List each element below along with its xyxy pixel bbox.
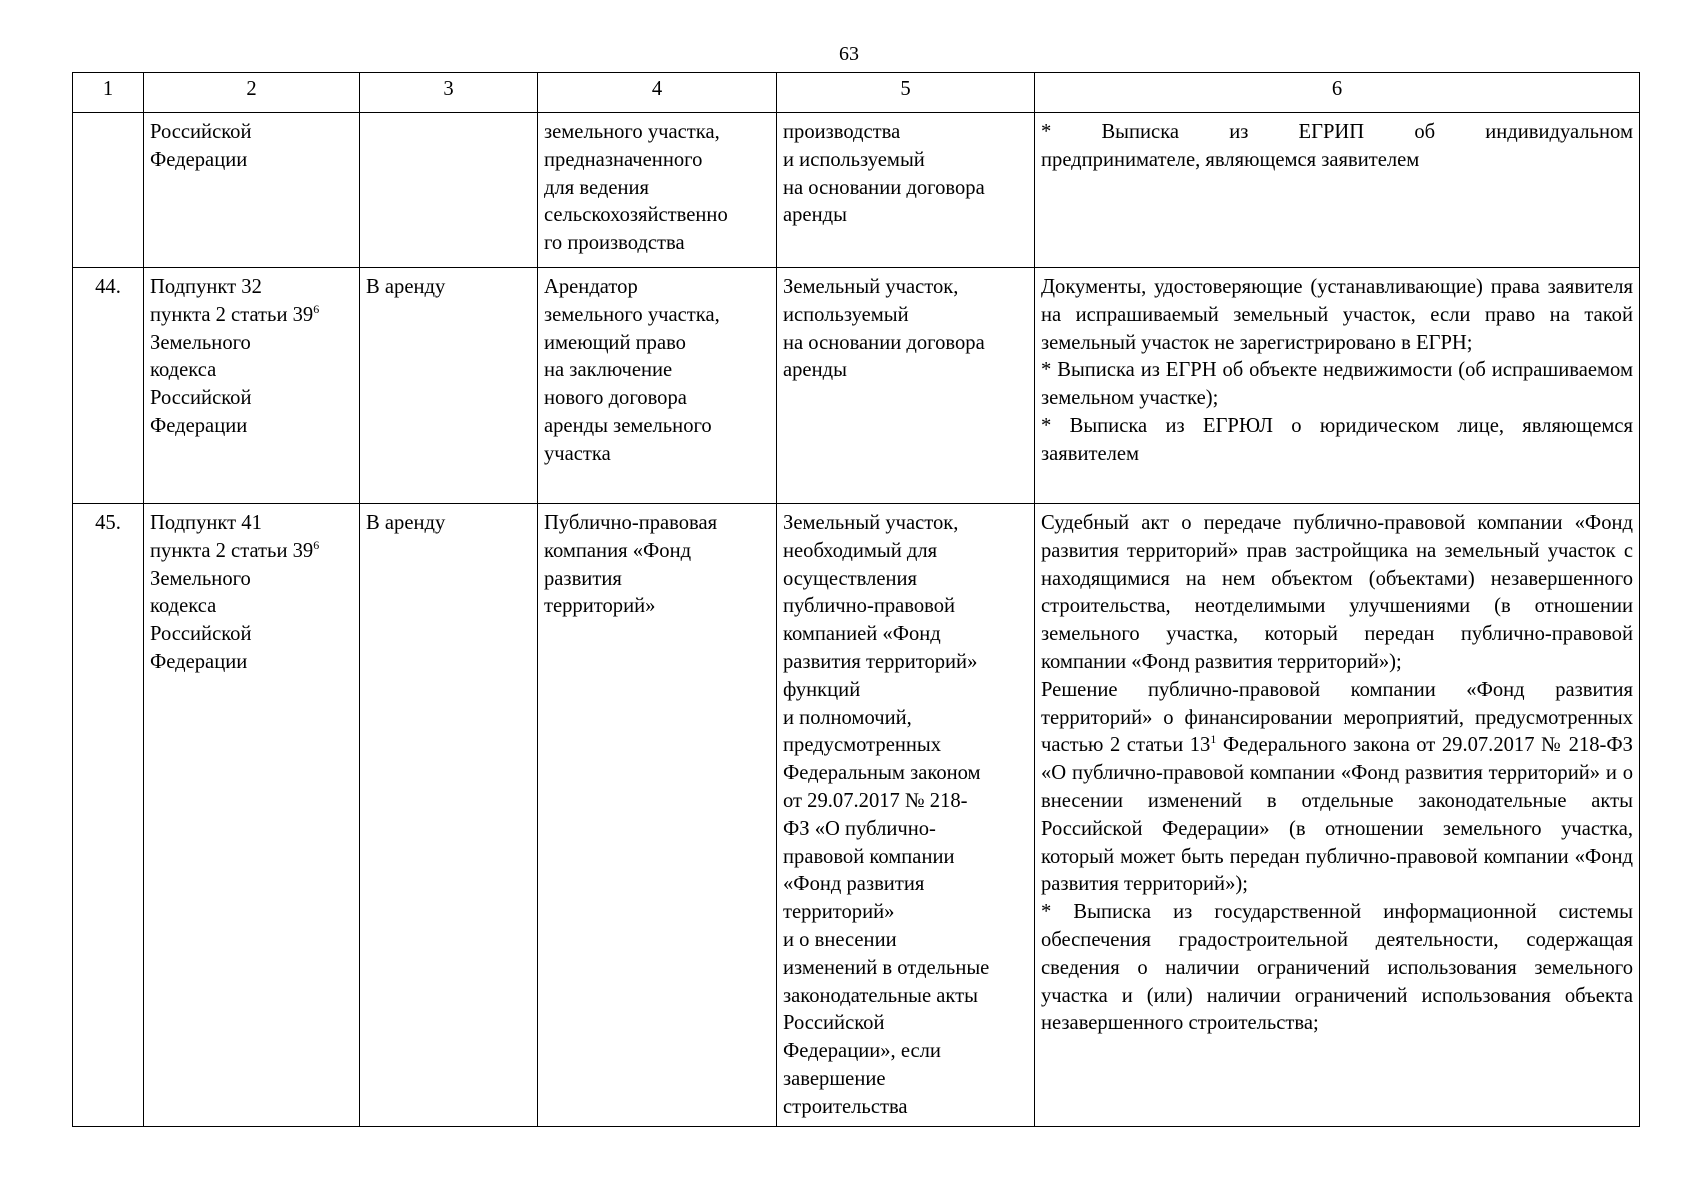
document-item: Документы, удостоверяющие (устанавливающие) права заявителя на испрашиваемый земельный участок, если право на такой земельный участок не зарегистрировано в ЕГРН; bbox=[1041, 276, 1633, 354]
provision-type: В аренду bbox=[360, 268, 538, 504]
land-plot: Земельный участок, используемый на основании договора аренды bbox=[777, 268, 1035, 504]
column-header-5: 5 bbox=[777, 73, 1035, 113]
document-item: * Выписка из ЕГРН об объекте недвижимости (об испрашиваемом земельном участке); bbox=[1041, 359, 1633, 410]
required-documents bbox=[1035, 268, 1640, 504]
document-text: Федерального закона от 29.07.2017 № 218-ФЗ «О публично-правовой компании «Фонд развития территорий» и о внесении изменений в отдельные законодательные акты Российской Федерации» (в отношении земельного участка, который может быть передан публично-правовой компании «Фонд развития территорий»); bbox=[1041, 734, 1633, 896]
row-number: 44. bbox=[73, 268, 144, 504]
legal-basis-text: Подпункт 32 пункта 2 статьи 39 bbox=[150, 276, 314, 326]
row-number: 45. bbox=[73, 504, 144, 1127]
legal-basis bbox=[144, 113, 360, 268]
legal-basis-tail: Земельного кодекса Российской Федерации bbox=[150, 331, 252, 437]
document-item: * Выписка из государственной информационной системы обеспечения градостроительной деятельности, содержащая сведения о наличии ограничений использования земельного участка и (или) наличии ограничений использования объекта незавершенного строительства; bbox=[1041, 901, 1633, 1035]
column-header-2: 2 bbox=[144, 73, 360, 113]
provision-type bbox=[360, 113, 538, 268]
applicant: земельного участка, предназначенного для ведения сельскохозяйственно го производства bbox=[538, 113, 777, 268]
legal-basis bbox=[144, 268, 360, 504]
table-row bbox=[73, 113, 1640, 268]
row-number bbox=[73, 113, 144, 268]
document-item: * Выписка из ЕГРЮЛ о юридическом лице, являющемся заявителем bbox=[1041, 414, 1633, 465]
article-superscript: 6 bbox=[313, 537, 320, 552]
document-item: Судебный акт о передаче публично-правовой компании «Фонд развития территорий» прав застройщика на земельный участок с находящимися на нем объектом (объектами) незавершенного строительства, неотделимыми улучшениями (в отношении земельного участка, который передан публично-правовой компании «Фонд развития территорий»); bbox=[1041, 512, 1633, 673]
column-header-1: 1 bbox=[73, 73, 144, 113]
article-superscript: 1 bbox=[1210, 732, 1217, 747]
document-text: Решение публично-правовой компании «Фонд развития территорий» о финансировании мероприятий, предусмотренных частью 2 статьи 13 bbox=[1041, 678, 1633, 757]
column-header-6: 6 bbox=[1035, 73, 1640, 113]
provision-type: В аренду bbox=[360, 504, 538, 1127]
document-item bbox=[1041, 677, 1633, 899]
column-header-4: 4 bbox=[538, 73, 777, 113]
document-item: предпринимателе, являющемся заявителем bbox=[1041, 148, 1420, 171]
legal-basis bbox=[144, 504, 360, 1127]
column-number-row bbox=[73, 73, 1640, 113]
column-header-3: 3 bbox=[360, 73, 538, 113]
document-item: * Выписка из ЕГРИП об индивидуальном bbox=[1041, 121, 1633, 143]
page-number: 63 bbox=[839, 43, 859, 65]
legal-basis-text: Подпункт 41 пункта 2 статьи 39 bbox=[150, 512, 314, 562]
applicant: Арендатор земельного участка, имеющий право на заключение нового договора аренды земельного участка bbox=[538, 268, 777, 504]
table-row bbox=[73, 504, 1640, 1127]
document-table bbox=[72, 72, 1640, 1127]
land-plot: производства и используемый на основании договора аренды bbox=[777, 113, 1035, 268]
required-documents bbox=[1035, 113, 1640, 268]
land-plot: Земельный участок, необходимый для осуществления публично-правовой компанией «Фонд развития территорий» функций и полномочий, предусмотренных Федеральным законом от 29.07.2017 № 218- ФЗ «О публично- правовой компании «Фонд развития территорий» и о внесении изменений в отдельные законодательные акты Российской Федерации», если завершение строительства bbox=[777, 504, 1035, 1127]
article-superscript: 6 bbox=[313, 301, 320, 316]
table-row bbox=[73, 268, 1640, 504]
applicant: Публично-правовая компания «Фонд развития территорий» bbox=[538, 504, 777, 1127]
required-documents bbox=[1035, 504, 1640, 1127]
legal-basis-text: Российской Федерации bbox=[150, 121, 252, 171]
legal-basis-tail: Земельного кодекса Российской Федерации bbox=[150, 567, 252, 673]
